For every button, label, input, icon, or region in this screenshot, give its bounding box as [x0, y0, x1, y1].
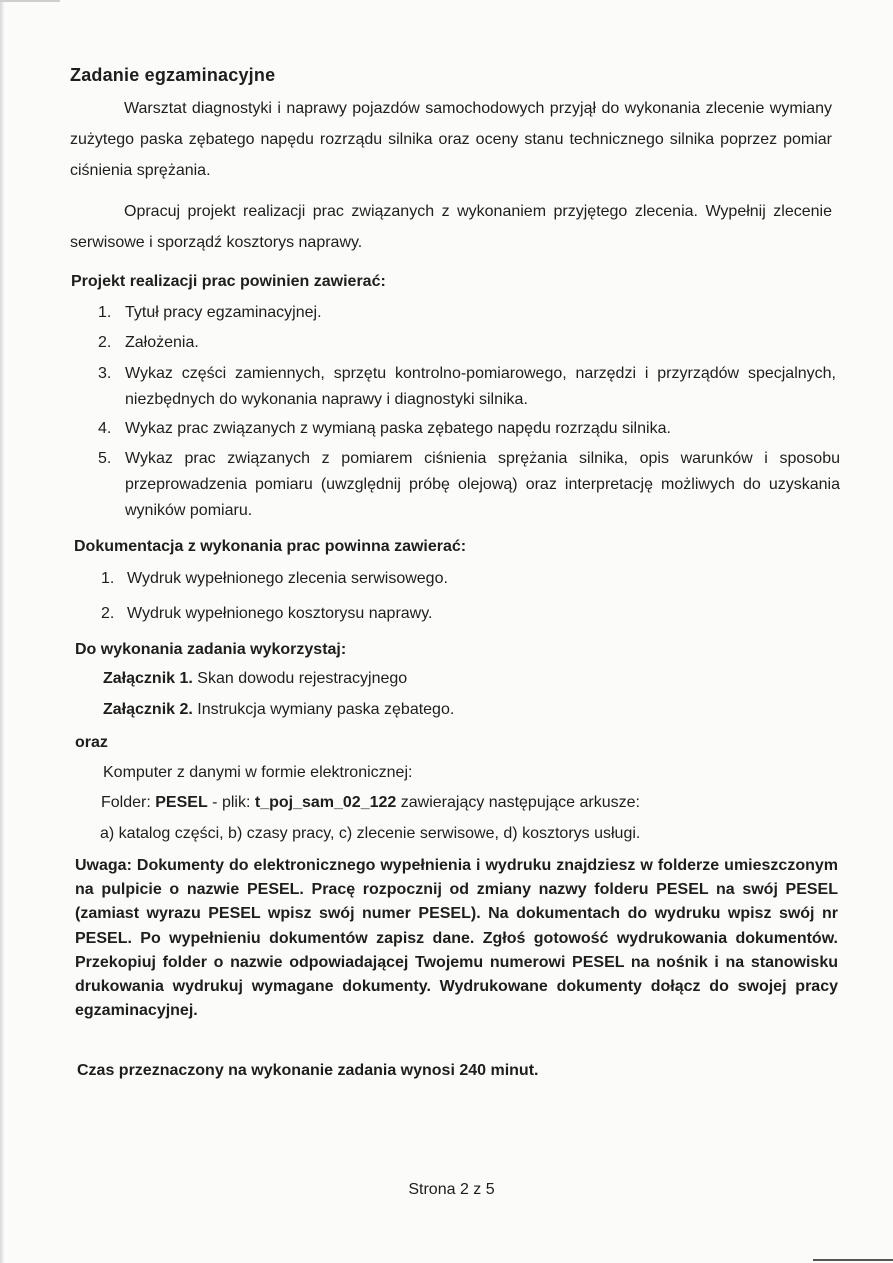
attachment-line: Załącznik 2. Instrukcja wymiany paska zębatego. [103, 701, 455, 718]
scan-edge [0, 0, 4, 1263]
list-item: 1. Tytuł pracy egzaminacyjnej. [98, 304, 322, 321]
warning-paragraph: Uwaga: Dokumenty do elektronicznego wypełnienia i wydruku znajdziesz w folderze umieszczonym na pulpicie o nazwie PESEL. Pracę rozpocznij od zmiany nazwy folderu PESEL na swój PESEL (zamiast wyrazu PESEL wpisz swój numer PESEL). Na dokumentach do wydruku wpisz swój nr PESEL. Po wypełnieniu dokumentów zapisz dane. Zgłoś gotowość wydrukowania dokumentów. Przekopiuj folder o nazwie odpowiadającej Twojemu numerowi PESEL na nośnik i na stanowisku drukowania wydrukuj wymagane dokumenty. Wydrukowane dokumenty dołącz do swojej pracy egzaminacyjnej. [75, 857, 838, 1020]
intro-paragraph: Warsztat diagnostyki i naprawy pojazdów samochodowych przyjął do wykonania zlecenie wymiany zużytego paska zębatego napędu rozrządu silnika oraz oceny stanu technicznego silnika poprzez pomiar ciśnienia sprężania. [70, 100, 832, 179]
attachment-line: Załącznik 1. Skan dowodu rejestracyjnego [103, 670, 408, 687]
list-item: 1. Wydruk wypełnionego zlecenia serwisowego. [101, 570, 448, 587]
list-item: 3. Wykaz części zamiennych, sprzętu kontrolno-pomiarowego, narzędzi i przyrządów specjalnych, niezbędnych do wykonania naprawy i diagnostyki silnika. [98, 365, 836, 408]
page-title: Zadanie egzaminacyjne [70, 65, 276, 85]
list-item: 4. Wykaz prac związanych z wymianą paska zębatego napędu rozrządu silnika. [98, 420, 671, 437]
oraz-label: oraz [75, 734, 108, 751]
computer-line: Komputer z danymi w formie elektronicznej: [103, 764, 413, 781]
list-item: 2. Założenia. [98, 334, 199, 351]
sheets-line: a) katalog części, b) czasy pracy, c) zlecenie serwisowe, d) kosztorys usługi. [100, 825, 641, 842]
scan-edge [0, 0, 60, 2]
resources-heading: Do wykonania zadania wykorzystaj: [75, 641, 347, 658]
scan-edge [813, 1259, 893, 1261]
task-paragraph: Opracuj projekt realizacji prac związanych z wykonaniem przyjętego zlecenia. Wypełnij zlecenie serwisowe i sporządź kosztorys naprawy. [70, 203, 832, 251]
list-item: 2. Wydruk wypełnionego kosztorysu naprawy. [101, 605, 433, 622]
folder-line: Folder: PESEL - plik: t_poj_sam_02_122 zawierający następujące arkusze: [101, 794, 640, 811]
project-heading: Projekt realizacji prac powinien zawierać: [71, 273, 386, 290]
page-footer: Strona 2 z 5 [408, 1181, 495, 1198]
list-item: 5. Wykaz prac związanych z pomiarem ciśnienia sprężania silnika, opis warunków i sposobu przeprowadzenia pomiaru (uwzględnij próbę olejową) oraz interpretację możliwych do uzyskania wyników pomiaru. [98, 450, 840, 519]
documentation-heading: Dokumentacja z wykonania prac powinna zawierać: [74, 538, 467, 555]
time-note: Czas przeznaczony na wykonanie zadania wynosi 240 minut. [77, 1062, 539, 1079]
